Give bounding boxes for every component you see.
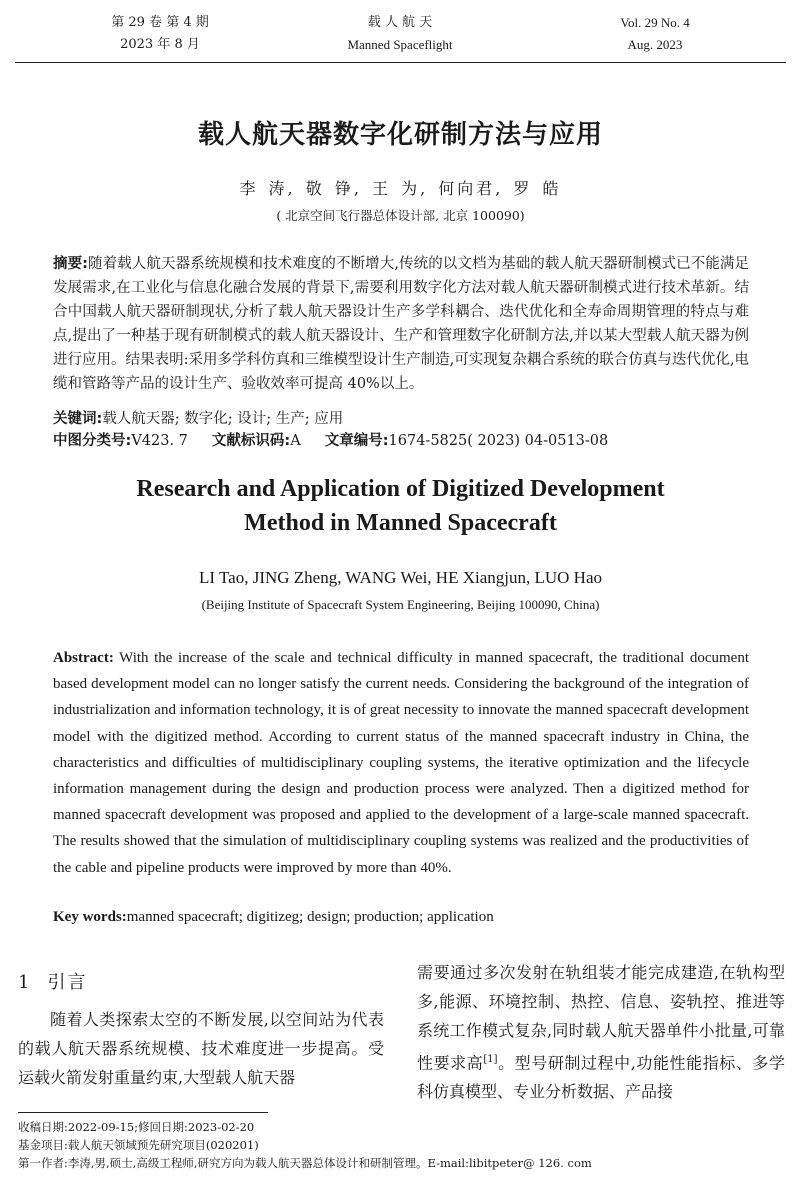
keywords-cn-text: 载人航天器; 数字化; 设计; 生产; 应用 (102, 411, 344, 427)
abstract-en-label: Abstract: (53, 650, 114, 666)
body-column-left (18, 958, 384, 1092)
journal-volume-info-en (560, 12, 750, 56)
publication-date-en: Aug. 2023 (627, 37, 683, 52)
journal-name (300, 12, 500, 56)
footnote-fund: 基金项目:载人航天领域预先研究项目(020201) (18, 1138, 259, 1152)
article-no-value: 1674-5825( 2023) 04-0513-08 (388, 433, 609, 449)
journal-volume-info (60, 12, 260, 56)
article-no-label: 文章编号: (324, 433, 389, 449)
keywords-cn-label: 关键词: (53, 411, 103, 427)
section-number: 1 (18, 972, 32, 993)
affiliation-cn: ( 北京空间飞行器总体设计部, 北京 100090) (276, 208, 525, 223)
section-title: 引言 (47, 972, 88, 993)
body-column-right (417, 958, 785, 1106)
doc-code-label: 文献标识码: (211, 433, 291, 449)
publication-date: 2023 年 8 月 (120, 37, 200, 52)
abstract-cn-label: 摘要: (53, 256, 88, 272)
journal-name-cn: 载 人 航 天 (367, 15, 433, 30)
volume-issue-en: Vol. 29 No. 4 (620, 15, 690, 30)
authors-cn: 李 涛, 敬 铮, 王 为, 何向君, 罗 皓 (239, 179, 562, 198)
journal-name-en: Manned Spaceflight (347, 37, 453, 52)
volume-issue: 第 29 卷 第 4 期 (111, 15, 209, 30)
abstract-en (53, 645, 749, 881)
keywords-cn (53, 408, 749, 430)
footnotes (18, 1118, 788, 1172)
body-paragraph-continued: 需要通过多次发射在轨组装才能完成建造,在轨构型多,能源、环境控制、热控、信息、姿轨控、推进等系统工作模式复杂,同时载人航天器单件小批量,可靠性要求高 (417, 963, 785, 1073)
keywords-en (53, 905, 749, 929)
abstract-cn-text: 随着载人航天器系统规模和技术难度的不断增大,传统的以文档为基础的载人航天器研制模式已不能满足发展需求,在工业化与信息化融合发展的背景下,需要利用数字化方法对载人航天器研制模式进行技术革新。结合中国载人航天器研制现状,分析了载人航天器设计生产多学科耦合、迭代优化和全寿命周期管理的特点与难点,提出了一种基于现有研制模式的载人航天器设计、生产和管理数字化研制方法,并以某大型载人航天器为例进行应用。结果表明:采用多学科仿真和三维模型设计生产制造,可实现复杂耦合系统的联合仿真与迭代优化,电缆和管路等产品的设计生产、验收效率可提高 40%以上。 (53, 256, 749, 392)
clc-value: V423. 7 (131, 433, 188, 449)
paper-title-en (0, 472, 801, 540)
body-paragraph-continued-2: 。型号研制过程中,功能性能指标、多学科仿真模型、专业分析数据、产品接 (417, 1053, 785, 1102)
section-heading (18, 968, 384, 997)
footnote-divider (18, 1112, 268, 1113)
footnote-received: 收稿日期:2022-09-15;修回日期:2023-02-20 (18, 1120, 255, 1134)
abstract-cn (53, 252, 749, 396)
doc-code-value: A (290, 433, 301, 449)
abstract-en-text: With the increase of the scale and technical difficulty in manned spacecraft, the traditional document based development model can no longer satisfy the current needs. Considering the background of the integration of industrialization and information technology, it is of great necessity to innovate the manned spacecraft development model with the digitized method. According to current status of the manned spacecraft industry in China, the characteristics and difficulties of multidisciplinary coupling systems, the iterative optimization and the lifecycle information management during the design and production process were analyzed. Then a digitized method for manned spacecraft development was proposed and applied to the development of a large-scale manned spacecraft. The results showed that the simulation of multidisciplinary coupling systems was realized and the productivities of the cable and pipeline products were improved by more than 40%. (53, 650, 749, 876)
authors-en: LI Tao, JING Zheng, WANG Wei, HE Xiangjun, LUO Hao (198, 568, 602, 587)
header-divider (15, 62, 786, 63)
clc-label: 中图分类号: (53, 433, 132, 449)
paper-title-en-line1: Research and Application of Digitized Development (136, 476, 665, 502)
affiliation-en: (Beijing Institute of Spacecraft System Engineering, Beijing 100090, China) (201, 597, 600, 612)
classification-line (53, 430, 749, 452)
paper-title-cn: 载人航天器数字化研制方法与应用 (197, 120, 603, 150)
paper-title-en-line2: Method in Manned Spacecraft (244, 510, 557, 536)
citation-ref[interactable]: [1] (483, 1054, 498, 1065)
body-paragraph: 随着人类探索太空的不断发展,以空间站为代表的载人航天器系统规模、技术难度进一步提高。受运载火箭发射重量约束,大型载人航天器 (18, 1010, 384, 1087)
keywords-en-label: Key words: (53, 909, 127, 925)
footnote-author: 第一作者:李涛,男,硕士,高级工程师,研究方向为载人航天器总体设计和研制管理。E-mail:libitpeter@ 126. com (18, 1156, 592, 1170)
keywords-en-text: manned spacecraft; digitizeg; design; production; application (126, 909, 494, 925)
